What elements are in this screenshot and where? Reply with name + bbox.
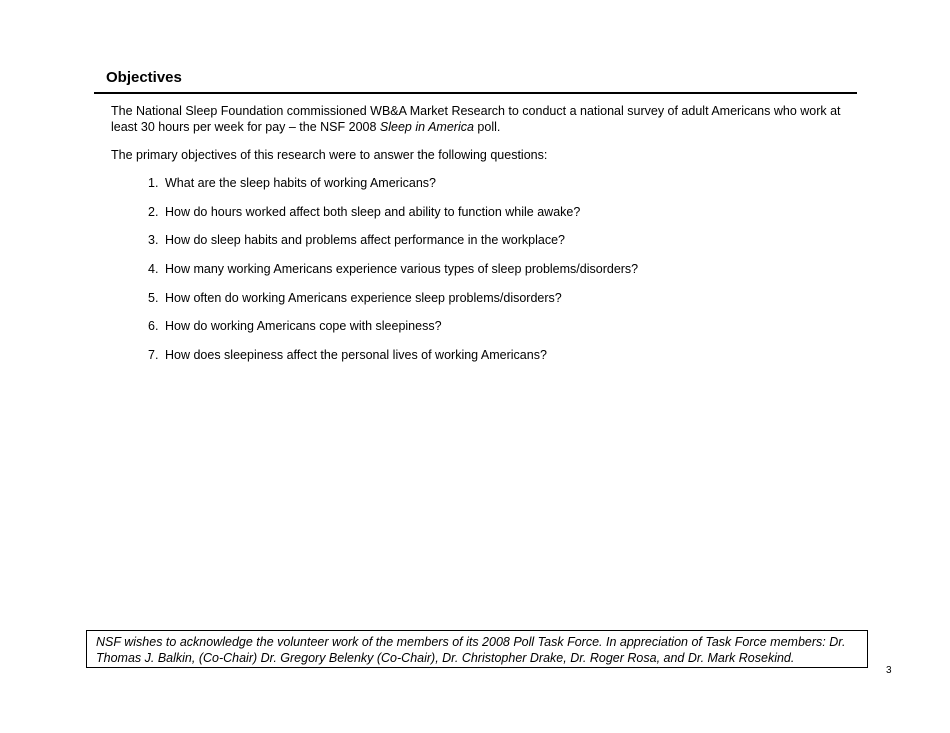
question-item — [148, 319, 638, 335]
question-number: 5. — [148, 290, 159, 305]
question-item — [148, 233, 638, 249]
intro-text-end: poll. — [473, 119, 501, 134]
question-item — [148, 176, 638, 192]
question-item — [148, 348, 638, 364]
question-text: How do sleep habits and problems affect performance in the workplace? — [165, 233, 565, 248]
question-number: 6. — [148, 319, 159, 334]
intro-paragraph — [111, 104, 851, 135]
question-number: 7. — [148, 348, 159, 363]
question-text: How do hours worked affect both sleep and ability to function while awake? — [165, 204, 581, 219]
acknowledgement-box: NSF wishes to acknowledge the volunteer work of the members of its 2008 Poll Task Force. In appreciation of Task Force members: Dr. Thomas J. Balkin, (Co-Chair) Dr. Gregory Belenky (Co-Chair), Dr. Christopher Drake, Dr. Roger Rosa, and Dr. Mark Rosekind. — [86, 630, 868, 668]
question-item — [148, 205, 638, 221]
question-number: 3. — [148, 233, 159, 248]
question-number: 2. — [148, 204, 159, 219]
title-divider — [94, 92, 857, 94]
questions-list — [148, 176, 638, 377]
question-text: How many working Americans experience various types of sleep problems/disorders? — [165, 262, 639, 277]
question-item — [148, 291, 638, 307]
intro-text: The National Sleep Foundation commissioned WB&A Market Research to conduct a national survey of adult Americans who work at least 30 hours per week for pay – the NSF 2008 — [111, 104, 841, 134]
question-text: How do working Americans cope with sleepiness? — [165, 319, 442, 334]
question-number: 4. — [148, 262, 159, 277]
page-title: Objectives — [106, 69, 182, 86]
question-text: What are the sleep habits of working Americans? — [165, 176, 436, 190]
objectives-lead: The primary objectives of this research were to answer the following questions: — [111, 148, 548, 162]
page-number: 3 — [886, 665, 892, 676]
poll-name: Sleep in America — [379, 119, 474, 134]
question-number: 1. — [148, 176, 159, 190]
question-item — [148, 262, 638, 278]
question-text: How does sleepiness affect the personal lives of working Americans? — [165, 348, 547, 363]
question-text: How often do working Americans experience sleep problems/disorders? — [165, 290, 562, 305]
